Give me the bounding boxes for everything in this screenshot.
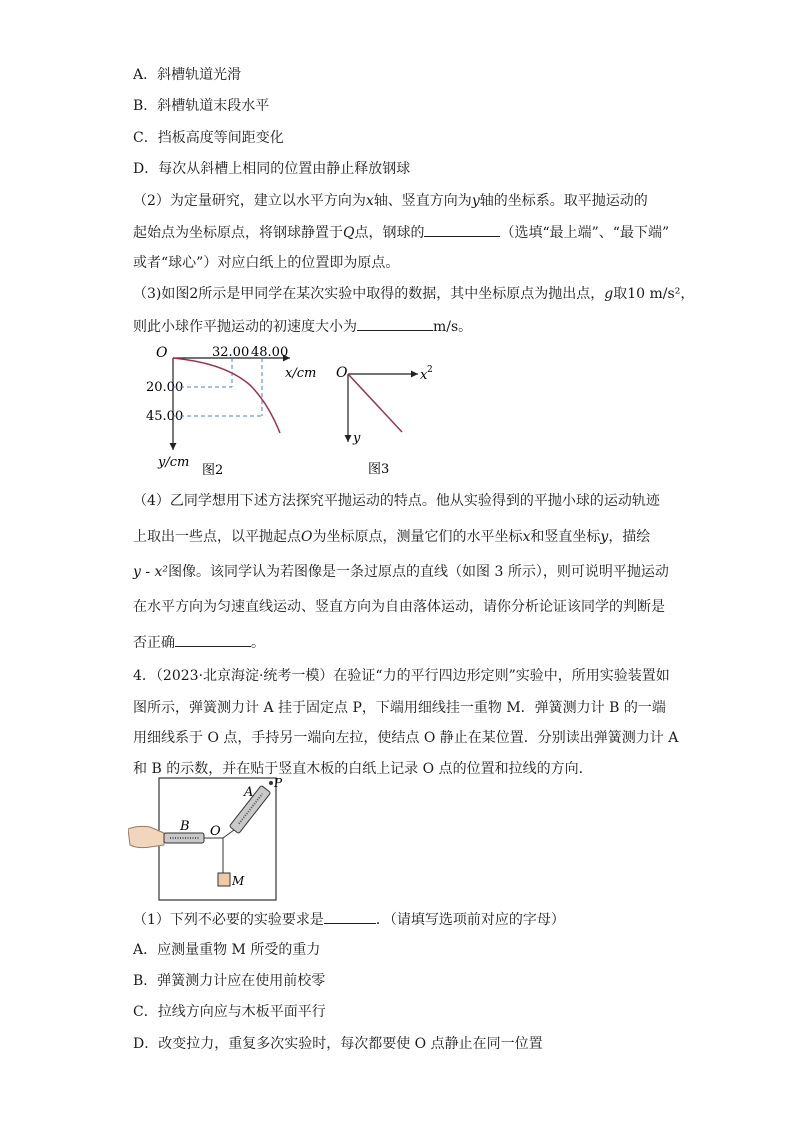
q4-option-d: D．改变拉力，重复多次实验时，每次都要使 O 点静止在同一位置 (133, 1036, 543, 1052)
part3-line2: 则此小球作平抛运动的初速度大小为 m/s。 (133, 316, 472, 337)
label-a: A (244, 785, 254, 800)
q4-line3: 用细线系于 O 点，手持另一端向左拉，使结点 O 静止在某位置．分别读出弹簧测力计 A (133, 730, 679, 746)
option-b: B．斜槽轨道末段水平 (133, 98, 270, 114)
label-o: O (210, 824, 221, 839)
part4-line4: 在水平方向为匀速直线运动、竖直方向为自由落体运动，请你分析论证该同学的判断是 (133, 599, 665, 615)
fixed-point-p (269, 781, 273, 785)
apparatus-figure (128, 775, 288, 905)
part2-line1: （2）为定量研究，建立以水平方向为x轴、竖直方向为y轴的坐标系。取平抛运动的 (133, 193, 648, 209)
label-p: P (274, 776, 283, 790)
q4-line4: 和 B 的示数，并在贴于竖直木板的白纸上记录 O 点的位置和拉线的方向． (133, 761, 593, 777)
part4-line1: （4）乙同学想用下述方法探究平抛运动的特点。他从实验得到的平抛小球的运动轨迹 (133, 493, 660, 509)
string-a (223, 830, 234, 838)
part2-line2: 起始点为坐标原点，将钢球静置于Q点，钢球的 （选填“最上端”、“最下端” (133, 222, 669, 243)
origin-label: O (336, 365, 348, 381)
part2-line3: 或者“球心”）对应白纸上的位置即为原点。 (133, 255, 400, 271)
trajectory-curve (173, 358, 280, 433)
q4-line1: 4．（2023·北京海淀·统考一模）在验证“力的平行四边形定则”实验中，所用实验装置如 (133, 668, 670, 684)
answer-blank[interactable] (357, 316, 433, 331)
option-a: A．斜槽轨道光滑 (133, 67, 242, 83)
part3-line1: （3)如图2所示是甲同学在某次实验中取得的数据，其中坐标原点为抛出点，g取10 m/s²， (133, 286, 695, 302)
figure-3-caption: 图3 (368, 462, 390, 475)
q4-option-b: B．弹簧测力计应在使用前校零 (133, 973, 326, 989)
q4-part1: （1）下列不必要的实验要求是 ．（请填写选项前对应的字母） (133, 909, 565, 930)
answer-blank[interactable] (324, 909, 376, 924)
part4-line3: y - x²图像。该同学认为若图像是一条过原点的直线（如图 3 所示），则可说明平抛运动 (133, 564, 669, 580)
option-d: D．每次从斜槽上相同的位置由静止释放钢球 (133, 161, 411, 177)
part4-line2: 上取出一些点，以平抛起点O为坐标原点，测量它们的水平坐标x和竖直坐标y，描绘 (133, 529, 651, 545)
figure-3 (330, 360, 440, 475)
part4-line5: 否正确 。 (133, 632, 265, 653)
figure-2 (140, 345, 330, 475)
label-m: M (232, 874, 245, 888)
answer-blank[interactable] (424, 222, 500, 237)
origin-label: O (156, 345, 168, 361)
weight-m (218, 873, 230, 886)
option-c: C．挡板高度等间距变化 (133, 130, 284, 146)
figure-2-caption: 图2 (202, 463, 224, 475)
x2-axis-label: x (420, 368, 428, 383)
y-axis-label: y/cm (158, 455, 190, 470)
y-tick-label-45: 45.00 (146, 409, 184, 424)
y-axis-label: y (353, 431, 361, 446)
answer-blank[interactable] (175, 632, 251, 647)
x-tick-label-48: 48.00 (251, 345, 289, 360)
q4-option-a: A．应测量重物 M 所受的重力 (133, 942, 321, 958)
data-line (348, 374, 402, 432)
x-axis-label: x/cm (285, 366, 317, 381)
q4-option-c: C．拉线方向应与木板平面平行 (133, 1004, 326, 1020)
x2-axis-superscript: 2 (427, 365, 433, 375)
y-tick-label-20: 20.00 (146, 380, 184, 395)
x-tick-label-32: 32.00 (212, 345, 250, 360)
q4-line2: 图所示，弹簧测力计 A 挂于固定点 P，下端用细线挂一重物 M．弹簧测力计 B 的一端 (133, 700, 666, 716)
label-b: B (180, 819, 190, 834)
